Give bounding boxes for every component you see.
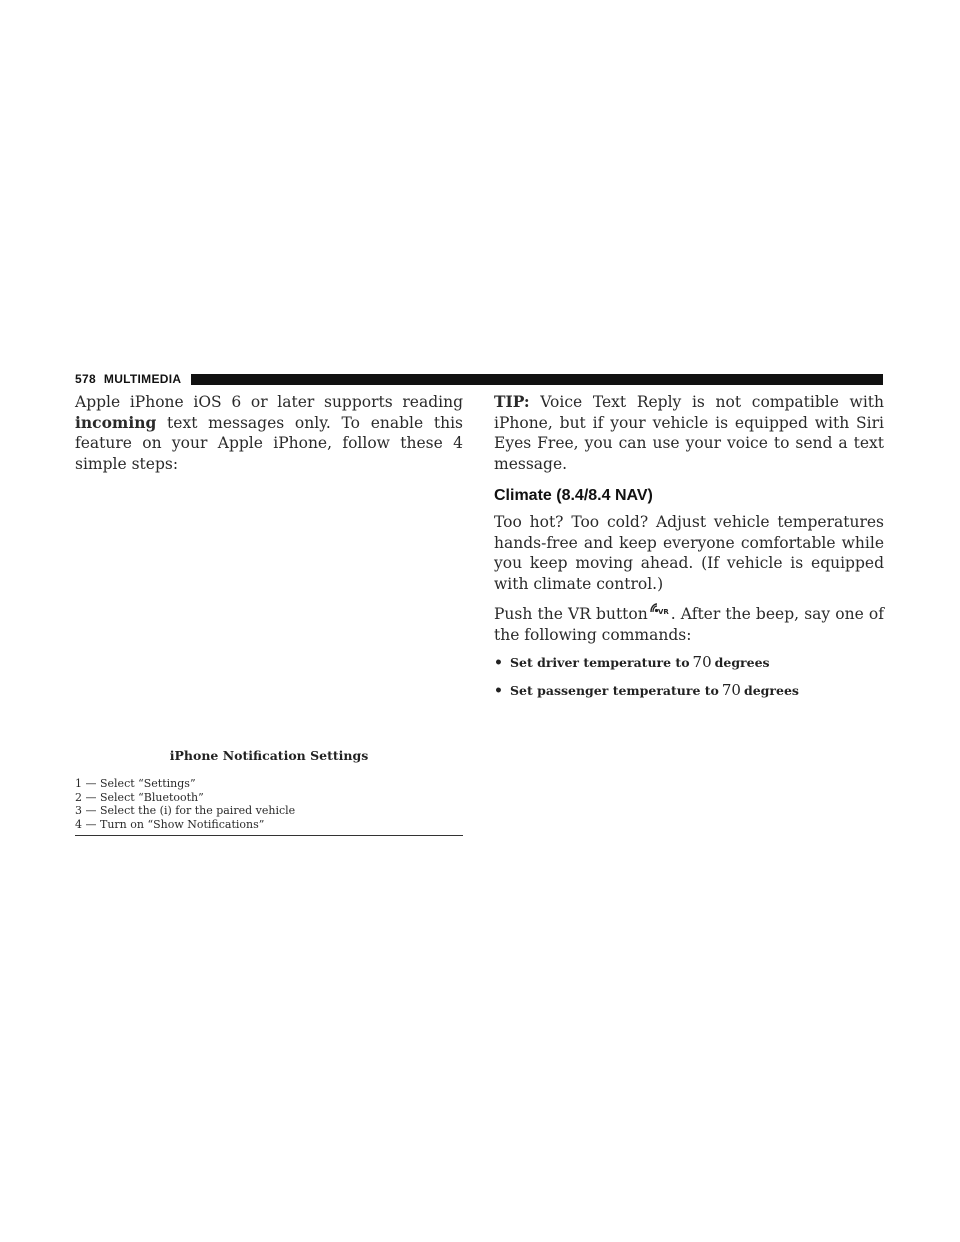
bullet: •: [494, 655, 503, 671]
figure-rule: [75, 835, 463, 836]
svg-text:VR: VR: [657, 608, 669, 616]
vr-paragraph: Push the VR button VR . After the beep, say one of the following commands:: [494, 605, 884, 644]
legend-item: 2 — Select “Bluetooth”: [75, 790, 204, 804]
left-column: [75, 392, 463, 836]
right-column: [494, 392, 884, 709]
section-heading: Climate (8.4/8.4 NAV): [494, 487, 653, 504]
tip-label: TIP:: [494, 392, 530, 411]
voice-recognition-icon: [649, 604, 669, 620]
legend-item: 4 — Turn on “Show Notifications”: [75, 817, 265, 831]
tip-paragraph: TIP: Voice Text Reply is not compatible with iPhone, but if your vehicle is equipped with Siri Eyes Free, you can use your voice to send a text message.: [494, 392, 884, 473]
figure-placeholder: [75, 474, 463, 748]
command-list: [494, 653, 884, 699]
climate-paragraph: Too hot? Too cold? Adjust vehicle temperatures hands-free and keep everyone comfortable while you keep moving ahead. (If vehicle is equipped with climate control.): [494, 513, 884, 593]
legend-item: 1 — Select “Settings”: [75, 777, 196, 790]
intro-paragraph: Apple iPhone iOS 6 or later supports reading incoming text messages only. To enable this feature on your Apple iPhone, follow these 4 simple steps:: [75, 393, 463, 473]
section-title: MULTIMEDIA: [103, 372, 182, 386]
figure-caption: iPhone Notification Settings: [169, 748, 369, 763]
page-header: [75, 372, 883, 386]
bullet: •: [494, 683, 503, 699]
header-rule: [191, 374, 883, 385]
figure-legend: [75, 777, 463, 831]
legend-item: 3 — Select the (i) for the paired vehicle: [75, 804, 296, 818]
list-item: • Set driver temperature to 70 degrees: [494, 653, 770, 671]
page-number: 578: [75, 372, 96, 386]
list-item: • Set passenger temperature to 70 degrees: [494, 681, 799, 699]
